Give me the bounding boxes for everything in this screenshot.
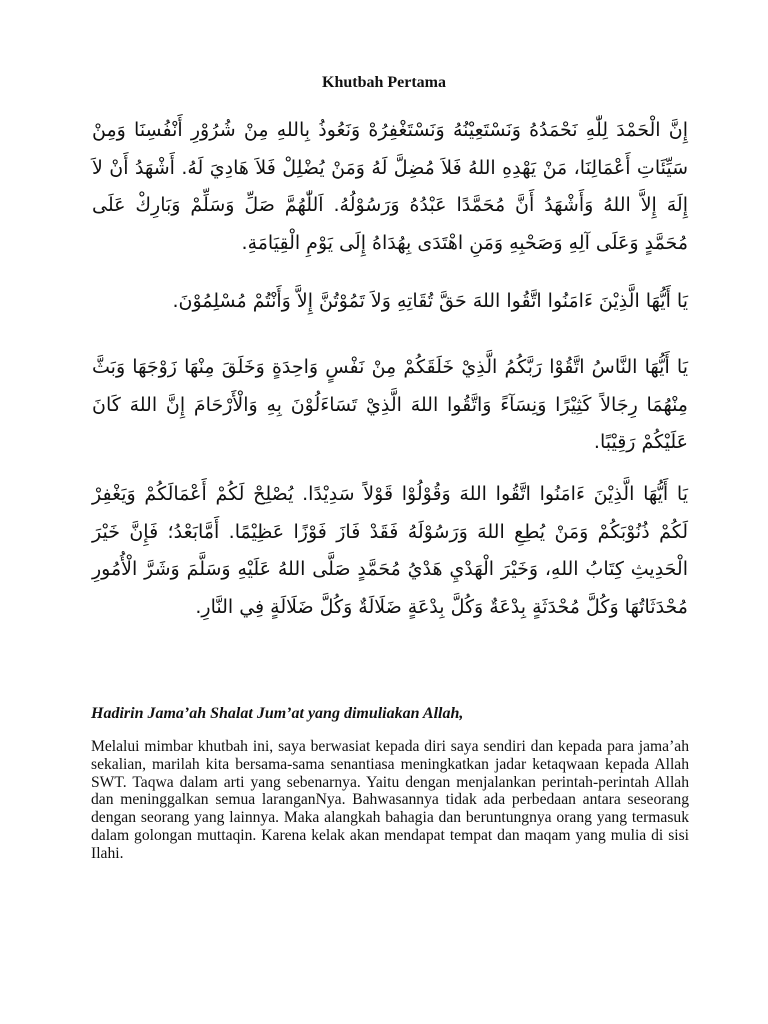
arabic-text: يَا أَيُّهَا الَّذِيْنَ ءَامَنُوا اتَّقُوا اللهَ وَقُوْلُوْا قَوْلاً سَدِيْدًا. يُصْلِحْ لَكُمْ أَعْمَالَكُمْ وَيَغْفِرْ لَكُمْ ذُنُوْبَكُمْ وَمَنْ يُطِعِ اللهَ وَرَسُوْلَهُ فَقَدْ فَازَ فَوْزًا عَظِيْمًا. أَمَّابَعْدُ؛ فَإِنَّ خَيْرَ الْحَدِيثِ كِتَابُ اللهِ، وَخَيْرَ الْهَدْيِ هَدْيُ مُحَمَّدٍ صَلَّى اللهُ عَلَيْهِ وَسَلَّمَ وَشَرَّ الْأُمُورِ مُحْدَثَاتُهَا وَكُلَّ مُحْدَثَةٍ بِدْعَةٌ وَكُلَّ بِدْعَةٍ ضَلَالَةٌ وَكُلَّ ضَلَالَةٍ فِي النَّارِ. (92, 483, 688, 618)
arabic-paragraph-verse-2 (92, 349, 688, 462)
arabic-paragraph-opening (92, 112, 688, 262)
arabic-text: يَا أَيُّهَا النَّاسُ اتَّقُوْا رَبَّكُمُ الَّذِيْ خَلَقَكُمْ مِنْ نَفْسٍ وَاحِدَةٍ وَخَلَقَ مِنْهَا زَوْجَهَا وَبَثَّ مِنْهُمَا رِجَالاً كَثِيْرًا وَنِسَآءً وَاتَّقُوا اللهَ الَّذِيْ تَسَاءَلُوْنَ بِهِ وَالْأَرْحَامَ إِنَّ اللهَ كَانَ عَلَيْكُمْ رَقِيْبًا. (92, 356, 688, 453)
arabic-text: إِنَّ الْحَمْدَ لِلّٰهِ نَحْمَدُهُ وَنَسْتَعِيْنُهُ وَنَسْتَغْفِرُهْ وَنَعُوذُ بِاللهِ مِنْ شُرُوْرِ أَنْفُسِنَا وَمِنْ سَيِّئَاتِ أَعْمَالِنَا، مَنْ يَهْدِهِ اللهُ فَلاَ مُضِلَّ لَهُ وَمَنْ يُضْلِلْ فَلاَ هَادِيَ لَهُ. أَشْهَدُ أَنْ لاَ إِلَهَ إِلاَّ اللهُ وَأَشْهَدُ أَنَّ مُحَمَّدًا عَبْدُهُ وَرَسُوْلُهُ. اَللّٰهُمَّ صَلِّ وَسَلِّمْ وَبَارِكْ عَلَى مُحَمَّدٍ وَعَلَى آلِهِ وَصَحْبِهِ وَمَنِ اهْتَدَى بِهُدَاهُ إِلَى يَوْمِ الْقِيَامَةِ. (92, 119, 688, 254)
arabic-paragraph-verse-3 (92, 476, 688, 626)
section-heading: Hadirin Jama’ah Shalat Jum’at yang dimuliakan Allah, (91, 705, 464, 722)
arabic-paragraph-verse-1 (92, 283, 688, 321)
body-paragraph: Melalui mimbar khutbah ini, saya berwasiat kepada diri saya sendiri dan kepada para jama’ah sekalian, marilah kita bersama-sama senantiasa meningkatkan jadar ketaqwaan kepada Allah SWT. Taqwa dalam arti yang sebenarnya. Yaitu dengan menjalankan perintah-perintah Allah dan meninggalkan semua laranganNya. Bahwasannya tidak ada perbedaan antara seseorang dengan seorang yang lainnya. Maka alangkah bahagia dan beruntungnya orang yang termasuk dalam golongan muttaqin. Karena kelak akan mendapat tempat dan maqam yang mulia di sisi Ilahi. (91, 738, 689, 862)
arabic-text: يَا أَيُّهَا الَّذِيْنَ ءَامَنُوا اتَّقُوا اللهَ حَقَّ تُقَاتِهِ وَلاَ تَمُوْتُنَّ إِلاَّ وَأَنْتُمْ مُسْلِمُوْنَ. (172, 290, 688, 312)
page-title: Khutbah Pertama (322, 74, 446, 91)
